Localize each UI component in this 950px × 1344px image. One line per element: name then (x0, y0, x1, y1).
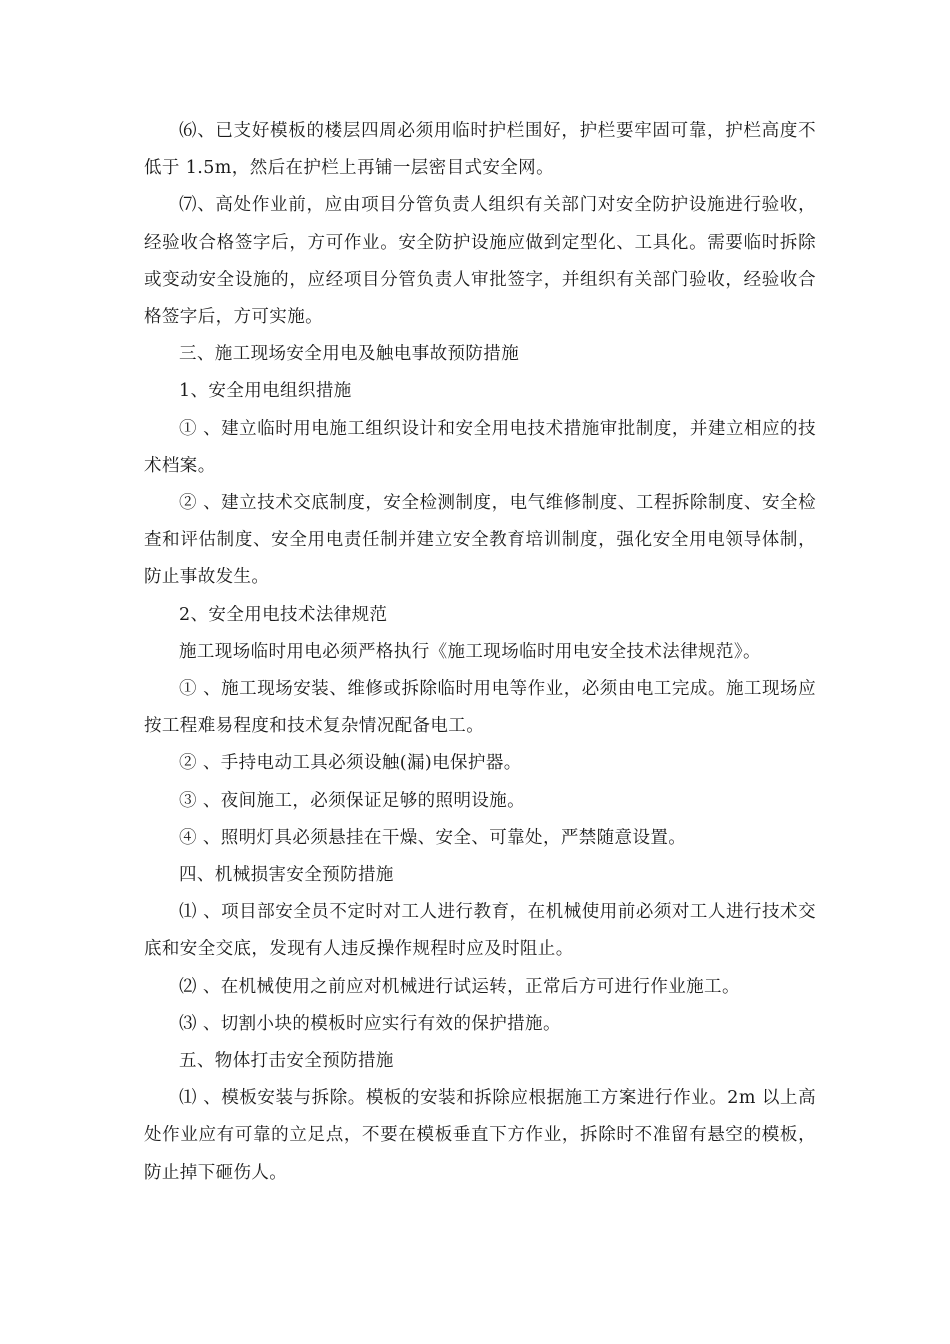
subsection-heading-3-2: 2、安全用电技术法律规范 (179, 604, 388, 625)
paragraph-electric-2: ② 、手持电动工具必须设触(漏)电保护器。 (179, 753, 522, 774)
paragraph-electric-3: ③ 、夜间施工，必须保证足够的照明设施。 (179, 790, 526, 811)
section-heading-5: 五、物体打击安全预防措施 (179, 1051, 394, 1072)
subsection-heading-3-1: 1、安全用电组织措施 (179, 381, 352, 402)
section-heading-4: 四、机械损害安全预防措施 (179, 865, 394, 886)
paragraph-machine-1: ⑴ 、项目部安全员不定时对工人进行教育，在机械使用前必须对工人进行技术交底和安全交底，发现有人违反操作规程时应及时阻止。 (144, 902, 816, 960)
paragraph-electric-1: ① 、施工现场安装、维修或拆除临时用电等作业，必须由电工完成。施工现场应按工程难易程度和技术复杂情况配备电工。 (144, 679, 816, 737)
paragraph-measure-1: ① 、建立临时用电施工组织设计和安全用电技术措施审批制度，并建立相应的技术档案。 (144, 418, 816, 476)
paragraph-machine-3: ⑶ 、切割小块的模板时应实行有效的保护措施。 (179, 1013, 561, 1034)
document-body (144, 113, 816, 1192)
paragraph-item-6: ⑹、已支好模板的楼层四周必须用临时护栏围好，护栏要牢固可靠，护栏高度不低于 1.5m，然后在护栏上再铺一层密目式安全网。 (144, 121, 816, 179)
paragraph-regulation: 施工现场临时用电必须严格执行《施工现场临时用电安全技术法律规范》。 (179, 641, 761, 662)
paragraph-electric-4: ④ 、照明灯具必须悬挂在干燥、安全、可靠处，严禁随意设置。 (179, 827, 687, 848)
section-heading-3: 三、施工现场安全用电及触电事故预防措施 (179, 344, 520, 365)
paragraph-machine-2: ⑵ 、在机械使用之前应对机械进行试运转，正常后方可进行作业施工。 (179, 976, 740, 997)
paragraph-item-7: ⑺、高处作业前，应由项目分管负责人组织有关部门对安全防护设施进行验收，经验收合格签字后，方可作业。安全防护设施应做到定型化、工具化。需要临时拆除或变动安全设施的，应经项目分管负责人审批签字，并组织有关部门验收，经验收合格签字后，方可实施。 (144, 195, 816, 328)
paragraph-measure-2: ② 、建立技术交底制度，安全检测制度，电气维修制度、工程拆除制度、安全检查和评估制度、安全用电责任制并建立安全教育培训制度，强化安全用电领导体制，防止事故发生。 (144, 493, 816, 588)
paragraph-object-strike-1: ⑴ 、模板安装与拆除。模板的安装和拆除应根据施工方案进行作业。2m 以上高处作业应有可靠的立足点，不要在模板垂直下方作业，拆除时不准留有悬空的模板，防止掉下砸伤人。 (144, 1088, 816, 1183)
